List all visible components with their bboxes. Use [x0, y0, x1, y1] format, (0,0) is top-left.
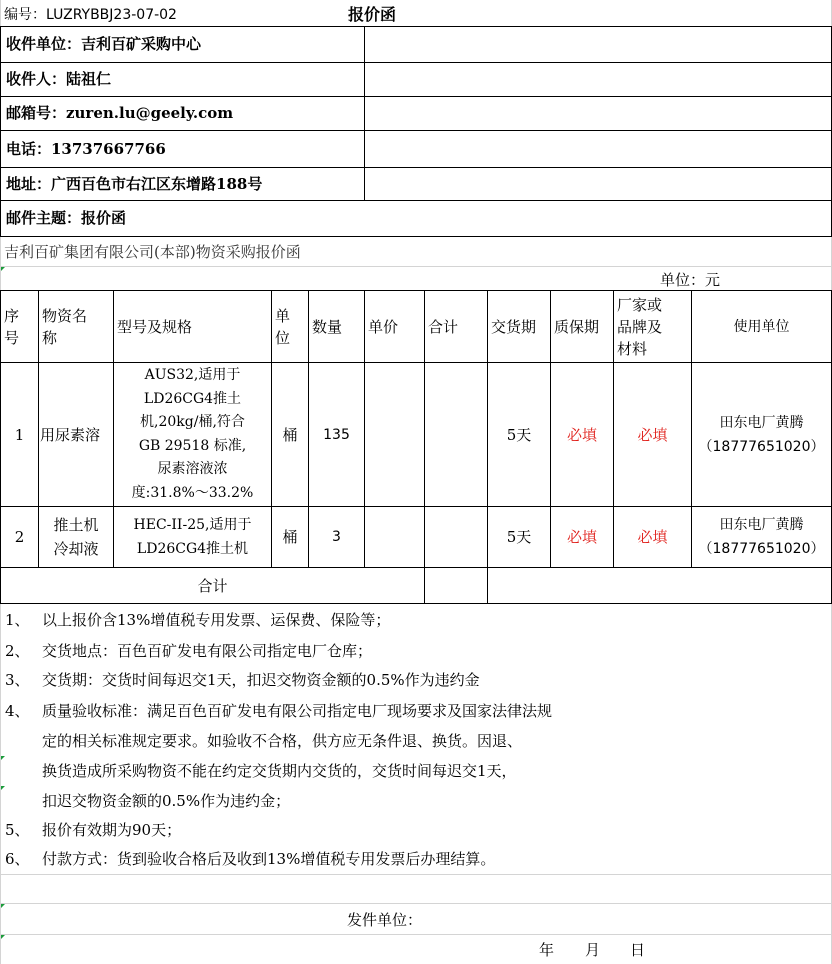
- row-brand: 必填: [637, 528, 668, 546]
- term-text: 交货期：交货时间每迟交1天，扣迟交物资金额的0.5%作为违约金: [42, 671, 480, 689]
- row-seq: 2: [14, 528, 25, 546]
- gridline: [0, 934, 832, 935]
- term-number: 3、: [5, 671, 30, 689]
- term-number: 4、: [5, 702, 30, 720]
- header-unit-price: 单价: [368, 317, 399, 336]
- row-quantity: 135: [323, 426, 350, 443]
- term-number: 1、: [5, 611, 30, 629]
- row-quantity: 3: [332, 529, 341, 545]
- gridline: [0, 266, 832, 267]
- recipient-email: 邮箱号：zuren.lu@geely.com: [6, 104, 234, 122]
- gridline: [0, 874, 832, 875]
- header-user: 使用单位: [733, 318, 790, 335]
- gridline: [0, 903, 832, 904]
- row-total: [425, 363, 487, 506]
- term-text: 换货造成所采购物资不能在约定交货期内交货的，交货时间每迟交1天，: [42, 762, 517, 780]
- row-warranty: 必填: [566, 425, 597, 444]
- cell-marker: [1, 935, 5, 939]
- row-warranty: 必填: [566, 528, 597, 546]
- row-unit: 桶: [282, 528, 298, 546]
- header-quantity: 数量: [312, 317, 343, 336]
- cell-marker: [1, 786, 5, 790]
- term-text: 付款方式：货到验收合格后及收到13%增值税专用发票后办理结算。: [42, 850, 496, 868]
- date-day-label: 日: [630, 941, 646, 959]
- recipient-person: 收件人：陆祖仁: [6, 70, 112, 88]
- row-spec: AUS32,适用于 LD26CG4推土 机,20kg/桶,符合 GB 29518 标准, 尿素溶液浓 度:31.8%～33.2%: [131, 367, 254, 501]
- row-user: 田东电厂黄腾 （18777651020）: [698, 414, 825, 455]
- header-brand: 厂家或 品牌及 材料: [617, 295, 663, 358]
- header-warranty: 质保期: [554, 317, 600, 336]
- header-delivery: 交货期: [491, 317, 537, 336]
- date-year-label: 年: [539, 941, 555, 959]
- cell-marker: [1, 756, 5, 760]
- email-subject: 邮件主题：报价函: [6, 209, 127, 227]
- term-text: 定的相关标准规定要求。如验收不合格，供方应无条件退、换货。因退、: [42, 732, 523, 750]
- term-text: 扣迟交物资金额的0.5%作为违约金；: [42, 792, 291, 810]
- term-text: 质量验收标准：满足百色百矿发电有限公司指定电厂现场要求及国家法律法规: [42, 702, 553, 720]
- row-seq: 1: [14, 425, 25, 444]
- row-delivery: 5天: [506, 425, 532, 444]
- header-spec: 型号及规格: [117, 317, 193, 336]
- row-brand: 必填: [637, 425, 668, 444]
- row-material-name: 用尿素溶: [40, 425, 101, 444]
- cell-marker: [1, 267, 5, 271]
- term-text: 以上报价含13%增值税专用发票、运保费、保险等；: [42, 611, 391, 629]
- cell-marker: [1, 904, 5, 908]
- term-number: 2、: [5, 642, 30, 660]
- term-text: 交货地点：百色百矿发电有限公司指定电厂仓库；: [42, 642, 373, 660]
- header-total: 合计: [428, 317, 459, 336]
- term-text: 报价有效期为90天；: [42, 821, 182, 839]
- row-spec: HEC-II-25,适用于 LD26CG4推土机: [133, 517, 252, 557]
- document-title: 报价函: [348, 5, 397, 24]
- document-subtitle: 吉利百矿集团有限公司(本部)物资采购报价函: [4, 243, 301, 261]
- currency-unit-note: 单位：元: [660, 271, 721, 289]
- total-label: 合计: [197, 576, 228, 595]
- row-material-name: 推土机 冷却液: [53, 516, 99, 558]
- total-value: [425, 568, 487, 603]
- row-unit-price: [365, 363, 424, 506]
- date-month-label: 月: [585, 941, 601, 959]
- header-seq: 序 号: [4, 306, 20, 347]
- term-number: 6、: [5, 850, 30, 868]
- sender-unit-label: 发件单位：: [347, 911, 423, 929]
- recipient-phone: 电话：13737667766: [6, 140, 166, 158]
- recipient-unit: 收件单位：吉利百矿采购中心: [6, 35, 202, 53]
- document-number: 编号：LUZRYBBJ23-07-02: [4, 7, 177, 23]
- row-unit: 桶: [282, 425, 298, 444]
- header-unit: 单 位: [275, 306, 291, 347]
- row-total: [425, 507, 487, 567]
- recipient-address: 地址：广西百色市右江区东增路188号: [6, 175, 263, 193]
- row-user: 田东电厂黄腾 （18777651020）: [698, 517, 825, 557]
- row-unit-price: [365, 507, 424, 567]
- row-delivery: 5天: [506, 528, 532, 546]
- header-material-name: 物资名 称: [42, 306, 88, 347]
- term-number: 5、: [5, 821, 30, 839]
